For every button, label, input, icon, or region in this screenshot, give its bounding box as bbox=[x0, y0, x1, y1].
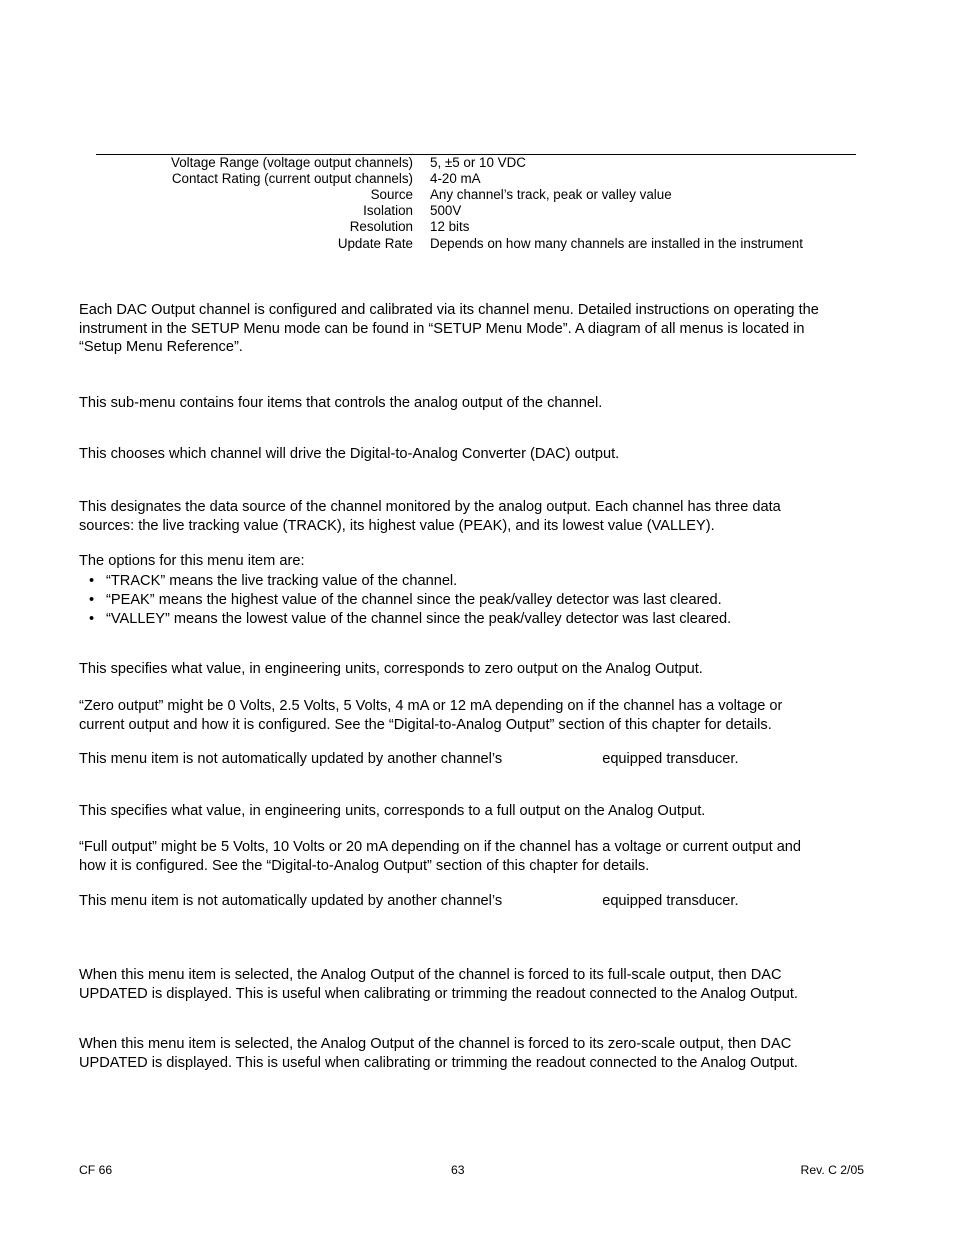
spec-value: Depends on how many channels are installed in the instrument bbox=[430, 236, 803, 251]
text-segment: This menu item is not automatically updated by another channel’s bbox=[79, 751, 503, 767]
source-options-list bbox=[79, 572, 731, 629]
spec-row-source bbox=[0, 187, 954, 203]
source-paragraph bbox=[79, 498, 879, 535]
zero-output-paragraph bbox=[79, 697, 879, 734]
channel-paragraph: This chooses which channel will drive the Digital-to-Analog Converter (DAC) output. bbox=[79, 446, 620, 462]
full-not-updated-paragraph bbox=[79, 892, 879, 911]
options-intro: The options for this menu item are: bbox=[79, 553, 305, 569]
spec-label: Update Rate bbox=[337, 236, 413, 251]
text-line: “Zero output” might be 0 Volts, 2.5 Volts, 5 Volts, 4 mA or 12 mA depending on if the channel has a voltage or bbox=[79, 698, 783, 714]
full-specifies-paragraph: This specifies what value, in engineering units, corresponds to a full output on the Analog Output. bbox=[79, 803, 706, 819]
list-item bbox=[79, 591, 731, 610]
bullet-icon: • bbox=[89, 573, 95, 589]
list-item-text: “VALLEY” means the lowest value of the channel since the peak/valley detector was last cleared. bbox=[106, 611, 732, 627]
spec-value: 12 bits bbox=[430, 219, 470, 234]
footer-revision: Rev. C 2/05 bbox=[800, 1163, 864, 1177]
spec-label: Resolution bbox=[349, 219, 413, 234]
list-item-text: “PEAK” means the highest value of the channel since the peak/valley detector was last cleared. bbox=[106, 592, 722, 608]
text-line: This designates the data source of the channel monitored by the analog output. Each channel has three data bbox=[79, 499, 781, 515]
text-line: UPDATED is displayed. This is useful when calibrating or trimming the readout connected to the Analog Output. bbox=[79, 985, 798, 1002]
text-segment: This menu item is not automatically updated by another channel’s bbox=[79, 893, 503, 909]
spec-value: 4-20 mA bbox=[430, 171, 481, 186]
zeroscale-paragraph bbox=[79, 1035, 879, 1072]
full-output-paragraph bbox=[79, 838, 879, 875]
text-line: instrument in the SETUP Menu mode can be found in “SETUP Menu Mode”. A diagram of all menus is located in bbox=[79, 320, 805, 337]
zero-not-updated-paragraph bbox=[79, 750, 879, 769]
text-line: Each DAC Output channel is configured and calibrated via its channel menu. Detailed instructions on operating the bbox=[79, 302, 819, 318]
spec-value: Any channel’s track, peak or valley value bbox=[430, 187, 672, 202]
zero-specifies-paragraph: This specifies what value, in engineering units, corresponds to zero output on the Analog Output. bbox=[79, 661, 703, 677]
spec-label: Source bbox=[370, 187, 413, 202]
footer-page-number: 63 bbox=[451, 1163, 465, 1177]
spec-row-voltage-range bbox=[0, 155, 954, 171]
text-line: “Setup Menu Reference”. bbox=[79, 339, 243, 355]
spec-value: 500V bbox=[430, 203, 462, 218]
list-item bbox=[79, 572, 731, 591]
spec-row-isolation bbox=[0, 203, 954, 219]
submenu-paragraph: This sub-menu contains four items that controls the analog output of the channel. bbox=[79, 395, 603, 411]
text-line: When this menu item is selected, the Analog Output of the channel is forced to its zero-scale output, then DAC bbox=[79, 1036, 792, 1052]
spec-row-contact-rating bbox=[0, 171, 954, 187]
footer-doc-id: CF 66 bbox=[79, 1163, 113, 1177]
list-item bbox=[79, 610, 731, 629]
bullet-icon: • bbox=[89, 592, 95, 608]
text-line: current output and how it is configured. See the “Digital-to-Analog Output” section of this chapter for details. bbox=[79, 716, 772, 733]
text-segment: equipped transducer. bbox=[602, 893, 739, 909]
text-line: When this menu item is selected, the Analog Output of the channel is forced to its full-scale output, then DAC bbox=[79, 967, 782, 983]
bullet-icon: • bbox=[89, 611, 95, 627]
text-line: how it is configured. See the “Digital-to-Analog Output” section of this chapter for details. bbox=[79, 857, 650, 874]
spec-value: 5, ±5 or 10 VDC bbox=[430, 155, 526, 170]
text-line: sources: the live tracking value (TRACK), its highest value (PEAK), and its lowest value (VALLEY). bbox=[79, 517, 715, 534]
text-segment: equipped transducer. bbox=[602, 751, 739, 767]
list-item-text: “TRACK” means the live tracking value of the channel. bbox=[106, 573, 458, 589]
spec-label: Isolation bbox=[363, 203, 413, 218]
text-line: “Full output” might be 5 Volts, 10 Volts or 20 mA depending on if the channel has a voltage or current output and bbox=[79, 839, 802, 855]
spec-row-update-rate bbox=[0, 236, 954, 252]
spec-label: Contact Rating (current output channels) bbox=[171, 171, 413, 186]
spec-row-resolution bbox=[0, 219, 954, 235]
intro-paragraph bbox=[79, 301, 879, 357]
spec-label: Voltage Range (voltage output channels) bbox=[171, 155, 413, 170]
fullscale-paragraph bbox=[79, 966, 879, 1003]
text-line: UPDATED is displayed. This is useful when calibrating or trimming the readout connected to the Analog Output. bbox=[79, 1054, 798, 1071]
